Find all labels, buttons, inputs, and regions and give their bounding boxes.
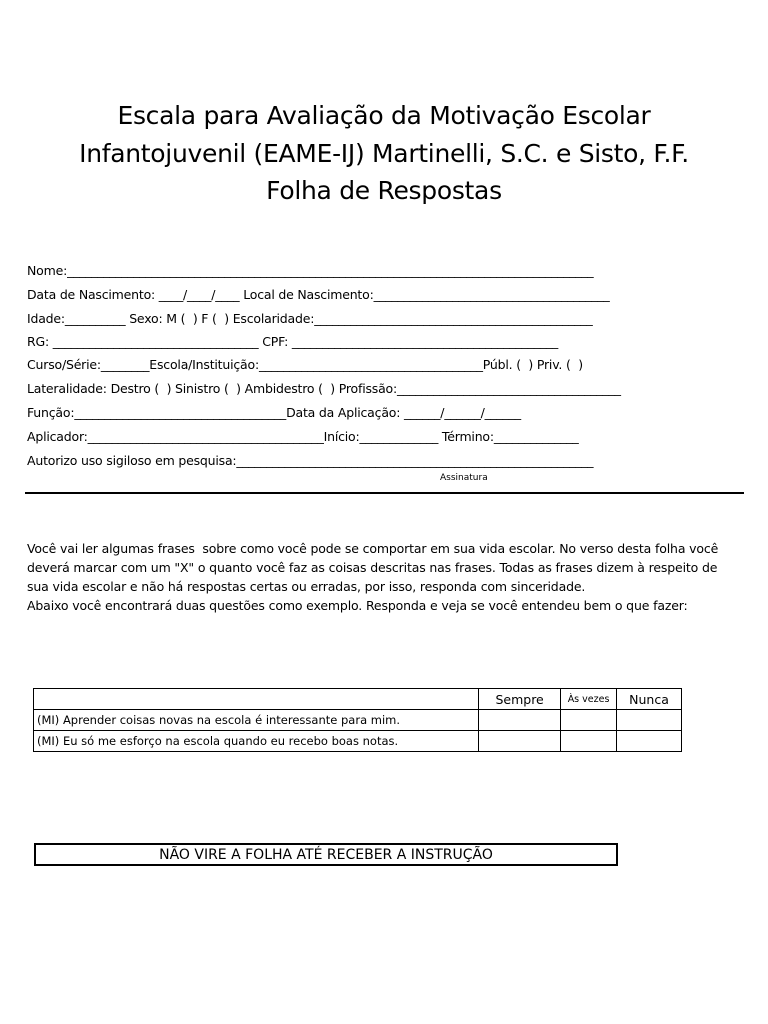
answer-cell-as-vezes[interactable] [561,710,617,731]
instruction-line-2: deverá marcar com um "X" o quanto você faz as coisas descritas nas frases. Todas as frases dizem à respeito de [27,560,718,575]
table-row [34,710,682,731]
title-line-3: Folha de Respostas [266,176,502,205]
answer-cell-nunca[interactable] [617,731,682,752]
answer-cell-as-vezes[interactable] [561,731,617,752]
answer-cell-nunca[interactable] [617,710,682,731]
column-header-nunca: Nunca [617,689,682,710]
question-text: (MI) Aprender coisas novas na escola é interessante para mim. [34,710,479,731]
form-line-laterality: Lateralidade: Destro ( ) Sinistro ( ) Ambidestro ( ) Profissão:_____________________________________ [27,381,621,396]
form-line-birth: Data de Nascimento: ____/____/____ Local de Nascimento:_______________________________________ [27,287,610,302]
column-header-as-vezes: Às vezes [561,689,617,710]
form-line-applicator: Aplicador:_______________________________________Início:_____________ Término:______________ [27,429,579,444]
form-line-authorization: Autorizo uso sigiloso em pesquisa:___________________________________________________________ [27,453,594,468]
form-line-age: Idade:__________ Sexo: M ( ) F ( ) Escolaridade:______________________________________________ [27,311,593,326]
do-not-turn-notice: NÃO VIRE A FOLHA ATÉ RECEBER A INSTRUÇÃO [34,843,618,866]
question-text: (MI) Eu só me esforço na escola quando eu recebo boas notas. [34,731,479,752]
title-line-2: Infantojuvenil (EAME-IJ) Martinelli, S.C. e Sisto, F.F. [79,139,689,168]
signature-label: Assinatura [440,473,488,483]
example-questions-table [33,688,682,752]
instruction-line-1: Você vai ler algumas frases sobre como você pode se comportar em sua vida escolar. No verso desta folha você [27,541,719,556]
table-row [34,731,682,752]
title-line-1: Escala para Avaliação da Motivação Escolar [117,101,651,130]
column-header-sempre: Sempre [479,689,561,710]
table-header-blank [34,689,479,710]
form-line-name: Nome:_______________________________________________________________________________________ [27,263,594,278]
instruction-line-4: Abaixo você encontrará duas questões como exemplo. Responda e veja se você entendeu bem o que fazer: [27,598,688,613]
answer-cell-sempre[interactable] [479,710,561,731]
form-line-function: Função:___________________________________Data da Aplicação: ______/______/______ [27,405,521,420]
table-header-row [34,689,682,710]
instruction-line-3: sua vida escolar e não há respostas certas ou erradas, por isso, responda com sinceridade. [27,579,586,594]
section-divider [25,492,744,494]
answer-cell-sempre[interactable] [479,731,561,752]
form-line-course: Curso/Série:________Escola/Instituição:_____________________________________Públ. ( ) Priv. ( ) [27,357,583,372]
form-line-documents: RG: __________________________________ CPF: ____________________________________________ [27,334,559,349]
